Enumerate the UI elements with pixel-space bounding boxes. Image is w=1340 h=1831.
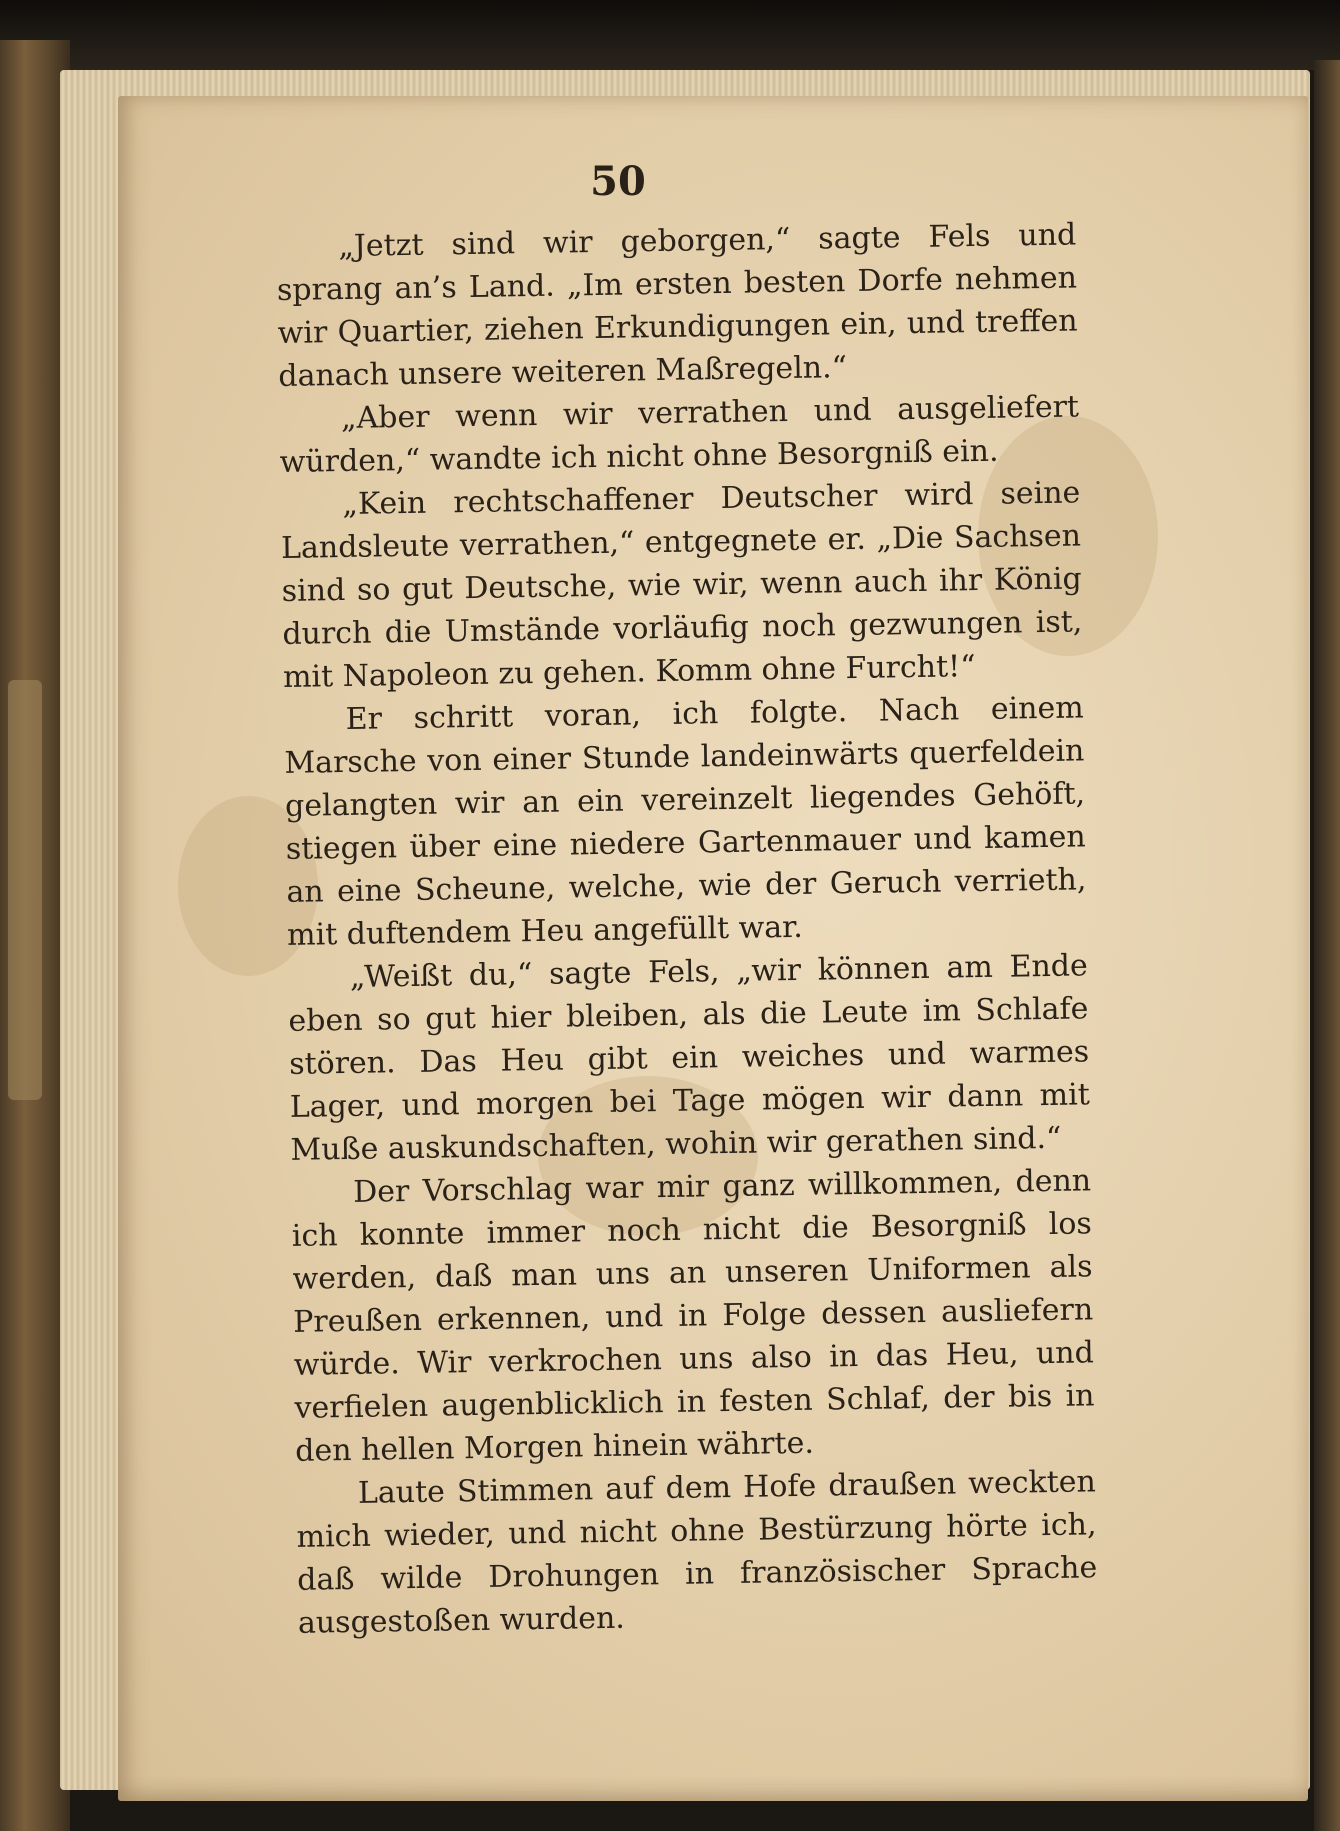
paragraph: Laute Stimmen auf dem Hofe draußen weckten mich wieder, und nicht ohne Bestürzung hörte ich, daß wilde Drohungen in französischer Sprache ausgestoßen wurden. — [296, 1464, 1098, 1641]
book-page — [118, 96, 1308, 1801]
page-body-text — [276, 213, 1098, 1644]
book-cover-right-edge — [1314, 60, 1340, 1831]
paragraph: „Weißt du,“ sagte Fels, „wir können am Ende eben so gut hier bleiben, als die Leute im Schlafe stören. Das Heu gibt ein weiches und warmes Lager, und morgen bei Tage mögen wir dann mit Muße auskundschaften, wohin wir gerathen sind.“ — [288, 948, 1091, 1168]
paragraph: Er schritt voran, ich folgte. Nach einem Marsche von einer Stunde landeinwärts querfeldein gelangten wir an ein vereinzelt liegendes Gehöft, stiegen über eine niedere Gartenmauer und kamen an eine Scheune, welche, wie der Geruch verrieth, mit duftendem Heu angefüllt war. — [284, 690, 1087, 953]
page-number: 50 — [590, 158, 646, 205]
paragraph: „Kein rechtschaffener Deutscher wird seine Landsleute verrathen,“ entgegnete er. „Die Sachsen sind so gut Deutsche, wie wir, wenn auch ihr König durch die Umstände vorläufig noch gezwungen ist, mit Napoleon zu gehen. Komm ohne Furcht!“ — [280, 475, 1083, 695]
book-cover-top — [0, 0, 1340, 70]
paragraph: „Jetzt sind wir geborgen,“ sagte Fels und sprang an’s Land. „Im ersten besten Dorfe nehmen wir Quartier, ziehen Erkundigungen ein, und treffen danach unsere weiteren Maßregeln.“ — [276, 217, 1078, 394]
paragraph: „Aber wenn wir verrathen und ausgeliefert würden,“ wandte ich nicht ohne Besorgniß ein. — [279, 389, 1080, 480]
paragraph: Der Vorschlag war mir ganz willkommen, denn ich konnte immer noch nicht die Besorgniß los werden, daß man uns an unseren Uniformen als Preußen erkennen, und in Folge dessen ausliefern würde. Wir verkrochen uns also in das Heu, und verfielen augenblicklich in festen Schlaf, der bis in den hellen Morgen hinein währte. — [291, 1163, 1095, 1469]
